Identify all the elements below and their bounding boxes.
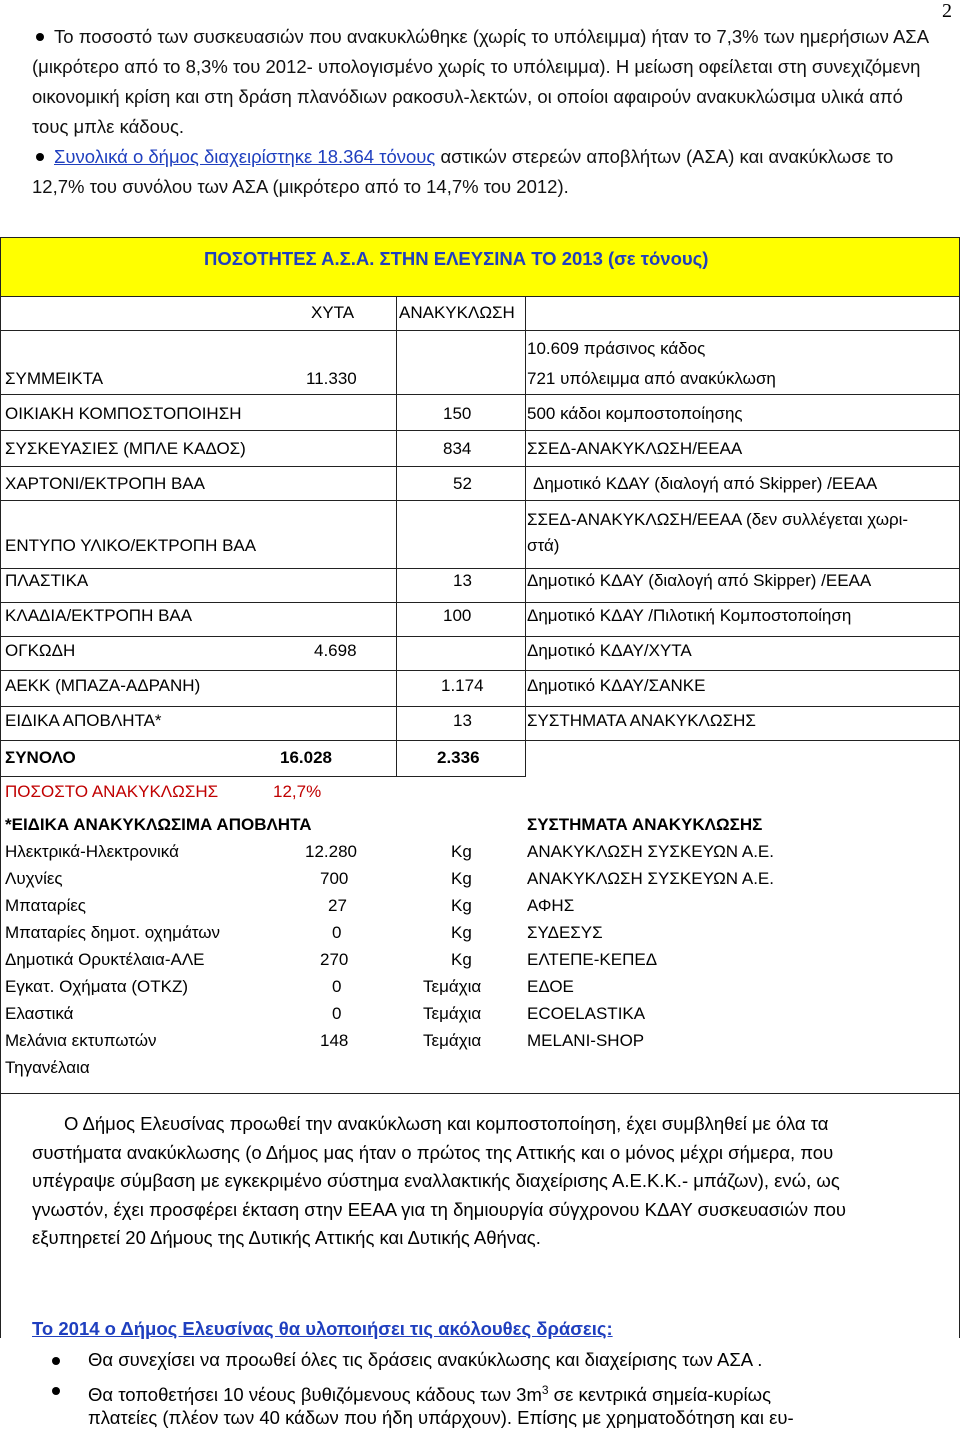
table-row-note: 500 κάδοι κομποστοποίησης [527, 404, 743, 423]
table-title-banner [1, 238, 959, 297]
special-system: ΑΦΗΣ [527, 896, 575, 915]
recycling-rate-value: 12,7% [273, 782, 322, 801]
special-qty: 700 [320, 869, 349, 888]
special-item: Εγκατ. Οχήματα (ΟΤΚΖ) [5, 977, 189, 996]
special-system: ECOELASTIKA [527, 1004, 646, 1023]
action-1: Θα συνεχίσει να προωθεί όλες τις δράσεις ανακύκλωσης και διαχείρισης των ΑΣΑ . [88, 1349, 763, 1370]
special-qty: 12.280 [305, 842, 357, 861]
action-2-text-end: σε κεντρικά σημεία-κυρίως [548, 1384, 771, 1406]
bullet-icon [36, 33, 44, 41]
table-row-recycle: 100 [443, 606, 472, 625]
special-unit: Kg [451, 842, 472, 861]
special-item: Μελάνια εκτυπωτών [5, 1031, 157, 1050]
table-title: ΠΟΣΟΤΗΤΕΣ Α.Σ.Α. ΣΤΗΝ ΕΛΕΥΣΙΝΑ ΤΟ 2013 (σε τόνους) [204, 248, 709, 269]
recycling-rate-label: ΠΟΣΟΣΤΟ ΑΝΑΚΥΚΛΩΣΗΣ [5, 782, 219, 801]
special-system: ΕΔΟΕ [527, 977, 574, 996]
special-item: Ελαστικά [5, 1004, 74, 1023]
action-2-sup: 3 [541, 1383, 549, 1397]
table-row-xyta: 11.330 [306, 369, 357, 388]
special-system: ΣΥΔΕΣΥΣ [527, 923, 603, 942]
table-row-xyta: 4.698 [314, 641, 357, 660]
special-system: ΕΛΤΕΠΕ-ΚΕΠΕΔ [527, 950, 658, 969]
table-row-label: ΣΥΣΚΕΥΑΣΙΕΣ (ΜΠΛΕ ΚΑΔΟΣ) [5, 439, 246, 458]
special-qty: 0 [332, 1004, 342, 1023]
special-item: Ηλεκτρικά-Ηλεκτρονικά [5, 842, 179, 861]
table-row-note: Δημοτικό ΚΔΑΥ/ΣΑΝΚΕ [527, 676, 706, 695]
table-row-label: ΟΙΚΙΑΚΗ ΚΟΜΠΟΣΤΟΠΟΙΗΣΗ [5, 404, 242, 423]
special-unit: Kg [451, 950, 472, 969]
table-row-note: Δημοτικό ΚΔΑΥ/ΧΥΤΑ [527, 641, 692, 660]
special-waste-header: *ΕΙΔΙΚΑ ΑΝΑΚΥΚΛΩΣΙΜΑ ΑΠΟΒΛΗΤΑ [5, 815, 312, 834]
special-system: ΑΝΑΚΥΚΛΩΣΗ ΣΥΣΚΕΥΩΝ Α.Ε. [527, 842, 774, 861]
table-row-note: ΣΥΣΤΗΜΑΤΑ ΑΝΑΚΥΚΛΩΣΗΣ [527, 711, 756, 730]
table-row-label: ΣΥΜΜΕΙΚΤΑ [5, 369, 104, 388]
table-row-label: ΑΕΚΚ (ΜΠΑΖΑ-ΑΔΡΑΝΗ) [5, 676, 201, 695]
table-row-label: ΕΝΤΥΠΟ ΥΛΙΚΟ/ΕΚΤΡΟΠΗ ΒΑΑ [5, 536, 257, 555]
table-row-note-2: στά) [527, 536, 560, 555]
table-row-note: Δημοτικό ΚΔΑΥ /Πιλοτική Κομποστοποίηση [527, 606, 852, 625]
intro-total-underlined: Συνολικά ο δήμος διαχειρίστηκε 18.364 τόνους [54, 146, 436, 167]
page-number: 2 [942, 0, 952, 22]
special-system: ΑΝΑΚΥΚΛΩΣΗ ΣΥΣΚΕΥΩΝ Α.Ε. [527, 869, 774, 888]
table-row-note: Δημοτικό ΚΔΑΥ (διαλογή από Skipper) /ΕΕΑΑ [527, 571, 872, 590]
table-row-label: ΟΓΚΩΔΗ [5, 641, 76, 660]
total-label: ΣΥΝΟΛΟ [5, 748, 76, 767]
special-unit: Kg [451, 896, 472, 915]
table-row-label: ΠΛΑΣΤΙΚΑ [5, 571, 89, 590]
special-item: Μπαταρίες δημοτ. οχημάτων [5, 923, 221, 942]
special-unit: Τεμάχια [423, 1031, 482, 1050]
table-row-label: ΚΛΑΔΙΑ/ΕΚΤΡΟΠΗ ΒΑΑ [5, 606, 193, 625]
special-qty: 0 [332, 923, 342, 942]
table-row-note: ΣΣΕΔ-ΑΝΑΚΥΚΛΩΣΗ/ΕΕΑΑ [527, 439, 743, 458]
special-qty: 270 [320, 950, 349, 969]
bullet-icon [52, 1387, 60, 1395]
table-row-note: ΣΣΕΔ-ΑΝΑΚΥΚΛΩΣΗ/ΕΕΑΑ (δεν συλλέγεται χωρι- [527, 510, 909, 529]
intro-paragraph-1: Το ποσοστό των συσκευασιών που ανακυκλώθηκε (χωρίς το υπόλειμμα) ήταν το 7,3% των ημερήσιων ΑΣΑ (μικρότερο από το 8,3% του 2012- υπολογισμένο χωρίς το υπόλειμμα). Η μείωση οφείλεται στη συνεχιζόμενη οικονομική κρίση και στη δράση πλανόδιων ρακοσυλ-λεκτών, οι οποίοι αφαιρούν ανακυκλώσιμα υλικά από τους μπλε κάδους. [32, 26, 929, 137]
actions-title: Το 2014 ο Δήμος Ελευσίνας θα υλοποιήσει τις ακόλουθες δράσεις: [32, 1318, 613, 1339]
total-recycle: 2.336 [437, 748, 480, 767]
table-row-label: ΕΙΔΙΚΑ ΑΠΟΒΛΗΤΑ* [5, 711, 162, 730]
intro-text [32, 22, 932, 202]
special-qty: 0 [332, 977, 342, 996]
column-header-recycling: ΑΝΑΚΥΚΛΩΣΗ [399, 303, 515, 322]
special-unit: Τεμάχια [423, 977, 482, 996]
special-item: Δημοτικά Ορυκτέλαια-ΑΛΕ [5, 950, 205, 969]
special-item: Λυχνίες [5, 869, 63, 888]
table-row-recycle: 1.174 [441, 676, 484, 695]
special-qty: 27 [328, 896, 347, 915]
table-row-recycle: 13 [453, 571, 472, 590]
table-row-recycle: 52 [453, 474, 472, 493]
special-item: Τηγανέλαια [5, 1058, 90, 1077]
special-system: MELANI-SHOP [527, 1031, 645, 1050]
bullet-icon [52, 1357, 60, 1365]
column-header-xyta: ΧΥΤΑ [311, 303, 355, 322]
bullet-icon [36, 153, 44, 161]
intro-paragraph-2: αστικών στερεών αποβλήτων (ΑΣΑ) και ανακύκλωσε το 12,7% του συνόλου των ΑΣΑ (μικρότερο από το 14,7% του 2012). [32, 146, 894, 197]
special-qty: 148 [320, 1031, 349, 1050]
action-2-line-2: πλατείες (πλέον των 40 κάδων που ήδη υπάρχουν). Επίσης με χρηματοδότηση και ευ- [88, 1407, 794, 1428]
closing-paragraph: Ο Δήμος Ελευσίνας προωθεί την ανακύκλωση και κομποστοποίηση, έχει συμβληθεί με όλα τα συστήματα ανακύκλωσης (ο Δήμος μας ήταν ο πρώτος της Αττικής και ο μόνος μέχρι σήμερα, που υπέγραψε σύμβαση με εγκεκριμένο σύστημα εναλλακτικής διαχείρισης Α.Ε.Κ.Κ.- μπάζων), ενώ, ως γνωστόν, έχει προσφέρει έκταση στην ΕΕΑΑ για τη δημιουργία σύγχρονου ΚΔΑΥ συσκευασιών που εξυπηρετεί 20 Δήμους της Δυτικής Αττικής και Δυτικής Αθήνας. [32, 1113, 847, 1248]
table-row-label: ΧΑΡΤΟΝΙ/ΕΚΤΡΟΠΗ ΒΑΑ [5, 474, 205, 493]
table-row-recycle: 13 [453, 711, 472, 730]
special-unit: Kg [451, 869, 472, 888]
recycling-systems-header: ΣΥΣΤΗΜΑΤΑ ΑΝΑΚΥΚΛΩΣΗΣ [527, 815, 763, 834]
table-row-note: Δημοτικό ΚΔΑΥ (διαλογή από Skipper) /ΕΕΑΑ [533, 474, 878, 493]
special-unit: Kg [451, 923, 472, 942]
table-row-recycle: 150 [443, 404, 472, 423]
special-unit: Τεμάχια [423, 1004, 482, 1023]
table-row-recycle: 834 [443, 439, 472, 458]
special-item: Μπαταρίες [5, 896, 86, 915]
action-2-text: Θα τοποθετήσει 10 νέους βυθιζόμενους κάδους των 3m [88, 1384, 542, 1406]
table-row-note-2: 721 υπόλειμμα από ανακύκλωση [527, 369, 776, 388]
table-row-note: 10.609 πράσινος κάδος [527, 339, 706, 358]
total-xyta: 16.028 [280, 748, 332, 767]
